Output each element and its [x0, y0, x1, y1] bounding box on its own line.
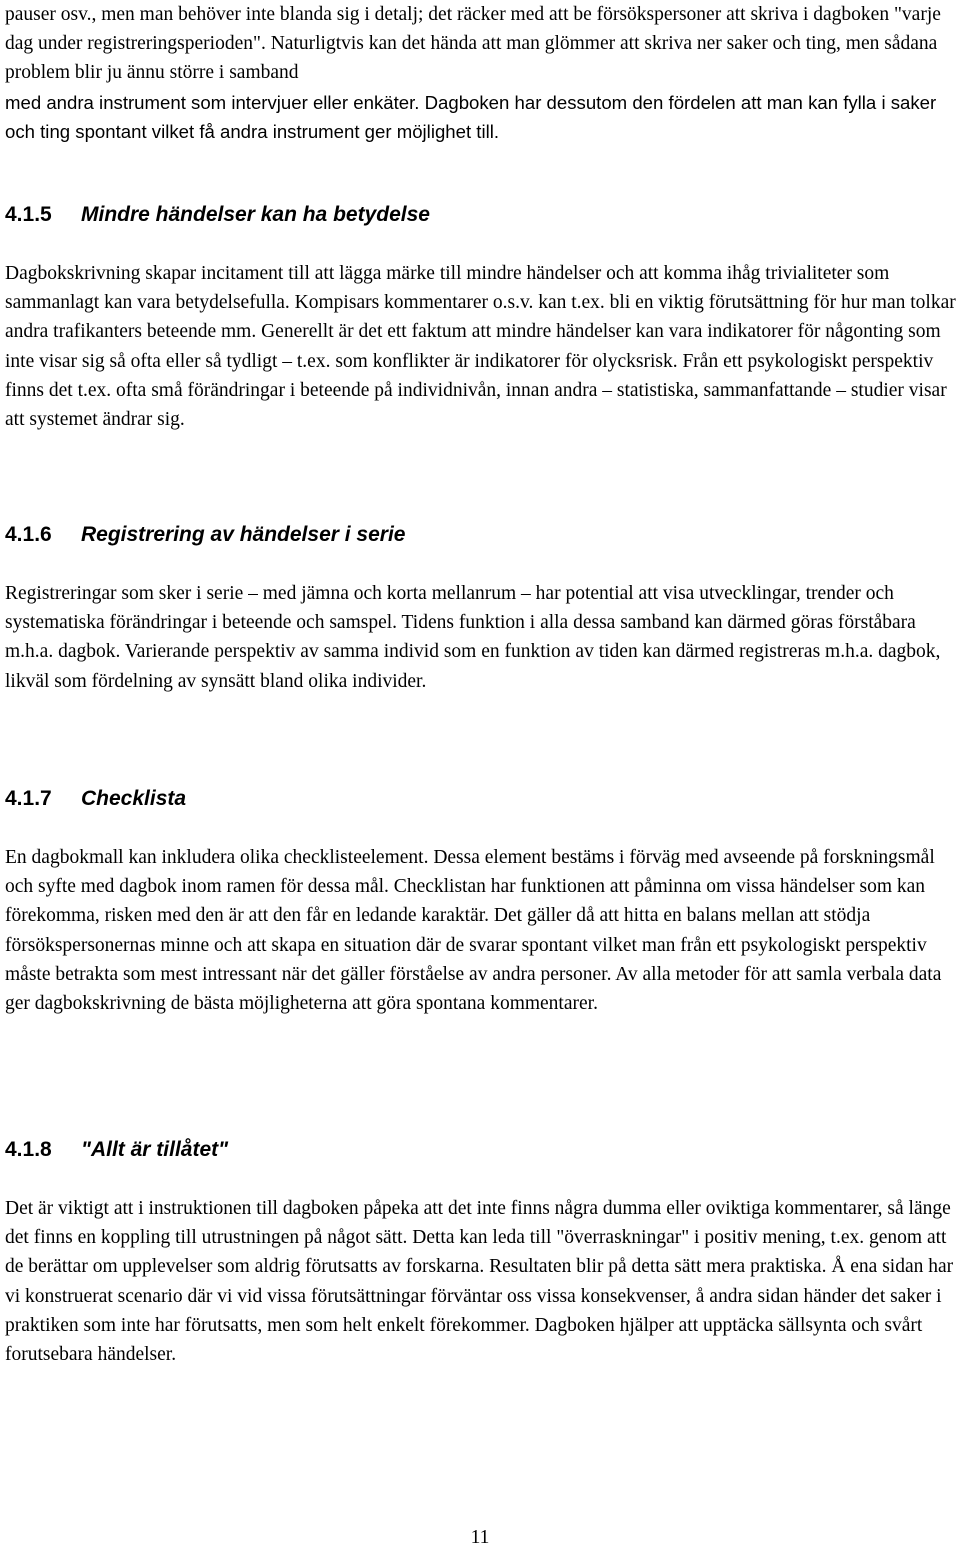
section-title: Mindre händelser kan ha betydelse	[81, 203, 430, 226]
section-title: Registrering av händelser i serie	[81, 523, 406, 546]
section-4-1-7	[5, 785, 957, 1018]
page-number: 11	[470, 1527, 490, 1548]
section-number: 4.1.8	[5, 1138, 52, 1161]
section-heading	[5, 521, 957, 549]
section-4-1-6	[5, 521, 957, 696]
intro-text-sans: med andra instrument som intervjuer eller enkäter. Dagboken har dessutom den fördelen att man kan fylla i saker och ting spontant vilket få andra instrument ger möjlighet till.	[5, 91, 937, 142]
section-4-1-8	[5, 1136, 957, 1369]
section-heading	[5, 201, 957, 229]
section-body: Registreringar som sker i serie – med jämna och korta mellanrum – har potential att visa utvecklingar, trender och systematiska förändringar i beteende och samspel. Tidens funktion i alla dessa samband kan därmed göras förståbara m.h.a. dagbok. Varierande perspektiv av samma individ som en funktion av tiden kan därmed registreras m.h.a. dagbok, likväl som fördelning av synsätt bland olika individer.	[5, 583, 941, 692]
section-number: 4.1.7	[5, 787, 52, 810]
section-heading	[5, 785, 957, 813]
section-number: 4.1.6	[5, 523, 52, 546]
section-title: "Allt är tillåtet"	[81, 1138, 229, 1161]
intro-text-serif: pauser osv., men man behöver inte blanda sig i detalj; det räcker med att be försökspersoner att skriva i dagboken "varje dag under registreringsperioden". Naturligtvis kan det hända att man glömmer att skriva ner saker och ting, men sådana problem blir ju ännu större i samband	[5, 4, 941, 84]
section-heading	[5, 1136, 957, 1164]
section-title: Checklista	[81, 787, 187, 810]
section-body: Dagbokskrivning skapar incitament till att lägga märke till mindre händelser och att komma ihåg trivialiteter som sammanlagt kan vara betydelsefulla. Kompisars kommentarer o.s.v. kan t.ex. bli en viktig förutsättning för hur man tolkar andra trafikanters beteende mm. Generellt är det ett faktum att mindre händelser kan vara indikatorer för någonting som inte visar sig så ofta eller så tydligt – t.ex. som konflikter är indikatorer för olycksrisk. Från ett psykologiskt perspektiv finns det t.ex. ofta små förändringar i beteende på individnivån, innan andra – statistiska, sammanfattande – studier visar att systemet ändrar sig.	[5, 263, 956, 431]
section-number: 4.1.5	[5, 203, 52, 226]
section-4-1-5	[5, 201, 957, 434]
section-body: En dagbokmall kan inkludera olika checklisteelement. Dessa element bestäms i förväg med avseende på forskningsmål och syfte med dagbok inom ramen för dessa mål. Checklistan har funktionen att påminna om vissa händelser som kan förekomma, risken med den är att den får en ledande karaktär. Det gäller då att hitta en balans mellan att stödja försökspersonernas minne och att skapa en situation där de svarar spontant vilket man från ett psykologiskt perspektiv måste betrakta som mest intressant när det gäller förståelse av andra personer. Av alla metoder för att samla verbala data ger dagbokskrivning de bästa möjligheterna att göra spontana kommentarer.	[5, 847, 942, 1015]
section-body: Det är viktigt att i instruktionen till dagboken påpeka att det inte finns några dumma eller oviktiga kommentarer, så länge det finns en koppling till utrustningen på något sätt. Detta kan leda till "överraskningar" i positiv mening, t.ex. genom att de berättar om upplevelser som aldrig förutsatts av forskarna. Resultaten blir på detta sätt mera praktiska. Å ena sidan har vi konstruerat scenario där vi vid vissa förutsättningar förväntar oss vissa konsekvenser, å andra sidan händer det saker i praktiken som inte har förutsatts, men som helt enkelt förekommer. Dagboken hjälper att upptäcka sällsynta och svårt forutsebara händelser.	[5, 1198, 954, 1366]
intro-paragraph	[5, 0, 957, 146]
